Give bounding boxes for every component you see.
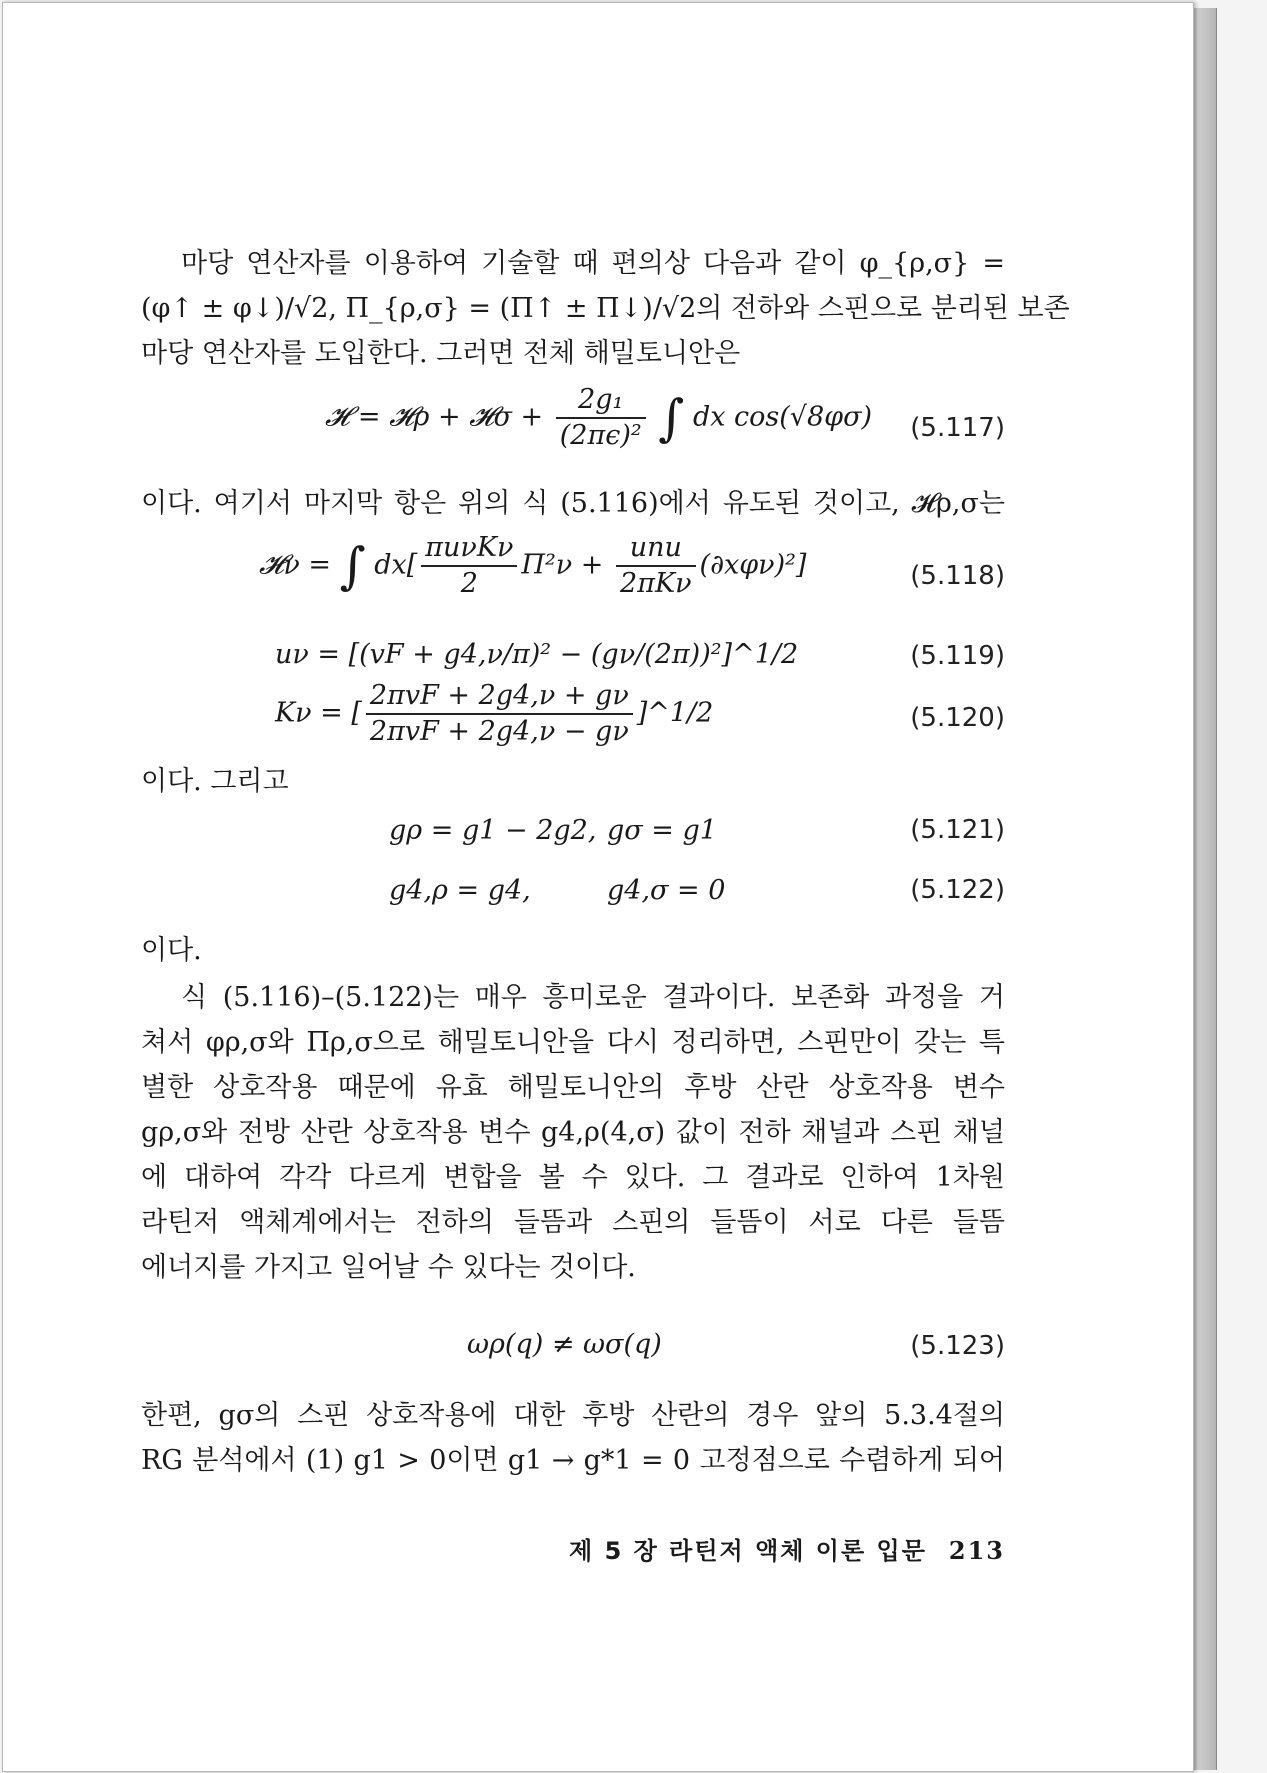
equation-lhs: 𝓗 = 𝓗ρ + 𝓗σ + <box>325 401 544 433</box>
text-line: 에 대하여 각각 다르게 변합을 볼 수 있다. 그 결과로 인하여 1차원 <box>141 1162 1005 1193</box>
denominator: 2 <box>460 568 478 599</box>
equation-part: dx[ <box>374 549 418 581</box>
text-line: 쳐서 φρ,σ와 Πρ,σ으로 해밀토니안을 다시 정리하면, 스핀만이 갖는 특 <box>141 1027 1005 1058</box>
equation-number: (5.122) <box>910 875 1005 905</box>
numerator: unu <box>616 531 696 567</box>
text-line: 마당 연산자를 도입한다. 그러면 전체 해밀토니안은 <box>141 338 741 369</box>
page-number: 213 <box>948 1536 1005 1565</box>
text-line: 이다. 그리고 <box>141 766 289 797</box>
text-line: 별한 상호작용 때문에 유효 해밀토니안의 후방 산란 상호작용 변수 <box>141 1072 1005 1103</box>
equation-part: Π²ν + <box>521 549 604 581</box>
text-line: 이다. <box>141 935 202 966</box>
numerator: 2πvF + 2g4,ν + gν <box>366 679 633 715</box>
chapter-title: 제 5 장 라틴저 액체 이론 입문 <box>569 1537 927 1565</box>
numerator: 2g₁ <box>556 383 646 419</box>
equation-5-120 <box>275 679 713 749</box>
paragraph-5 <box>141 975 1005 1290</box>
text-line: gρ,σ와 전방 산란 상호작용 변수 g4,ρ(4,σ) 값이 전하 채널과 스핀 채널 <box>141 1117 1005 1148</box>
fraction <box>556 383 646 453</box>
text-line: RG 분석에서 (1) g1 > 0이면 g1 → g*1 = 0 고정점으로 수렴하게 되어 <box>141 1445 1005 1476</box>
equation-5-122-right: g4,σ = 0 <box>607 875 726 906</box>
equation-5-121-right: gσ = g1 <box>607 815 717 846</box>
paragraph-intro <box>141 241 1070 376</box>
text-line: 이다. 여기서 마지막 항은 위의 식 (5.116)에서 유도된 것이고, 𝓗ρ,σ는 <box>141 488 1005 519</box>
equation-5-122-left: g4,ρ = g4, <box>389 875 531 906</box>
text-line: 마당 연산자를 이용하여 기술할 때 편의상 다음과 같이 φ_{ρ,σ} = <box>181 248 1005 279</box>
text-line: (φ↑ ± φ↓)/√2, Π_{ρ,σ} = (Π↑ ± Π↓)/√2의 전하와 스핀으로 분리된 보존 <box>141 293 1070 324</box>
text-line: 에너지를 가지고 일어날 수 있다는 것이다. <box>141 1252 636 1283</box>
equation-part: ]^1/2 <box>636 697 714 729</box>
equation-number: (5.117) <box>910 413 1005 443</box>
paragraph-4 <box>141 928 1005 973</box>
paragraph-6 <box>141 1393 1005 1483</box>
equation-5-119: uν = [(vF + g4,ν/π)² − (gν/(2π))²]^1/2 <box>275 639 799 670</box>
equation-5-121-left: gρ = g1 − 2g2, <box>389 815 597 846</box>
equation-number: (5.120) <box>910 703 1005 733</box>
equation-part: (∂xφν)²] <box>699 549 807 581</box>
equation-5-117 <box>325 383 872 453</box>
fraction <box>616 531 696 601</box>
equation-number: (5.121) <box>910 815 1005 845</box>
denominator: 2πKν <box>620 568 692 599</box>
book-page <box>2 2 1194 1772</box>
integral-sign: ∫ <box>658 389 685 447</box>
denominator: 2πvF + 2g4,ν − gν <box>369 716 629 747</box>
equation-5-123: ωρ(q) ≠ ωσ(q) <box>467 1329 662 1360</box>
fraction <box>366 679 633 749</box>
page-footer <box>569 1531 1005 1566</box>
equation-number: (5.118) <box>910 561 1005 591</box>
equation-number: (5.119) <box>910 641 1005 671</box>
denominator: (2πϵ)² <box>559 420 642 451</box>
text-line: 라틴저 액체계에서는 전하의 들뜸과 스핀의 들뜸이 서로 다른 들뜸 <box>141 1207 1005 1238</box>
text-line: 식 (5.116)–(5.122)는 매우 흥미로운 결과이다. 보존화 과정을 거 <box>181 982 1005 1013</box>
numerator: πuνKν <box>421 531 517 567</box>
equation-lhs: Kν = [ <box>275 697 362 729</box>
fraction <box>421 531 517 601</box>
paragraph-3 <box>141 759 1005 804</box>
equation-rhs: dx cos(√8φσ) <box>692 401 873 433</box>
integral-sign: ∫ <box>339 537 366 595</box>
equation-5-118 <box>259 531 806 601</box>
paragraph-2 <box>141 481 1005 526</box>
equation-number: (5.123) <box>910 1331 1005 1361</box>
equation-lhs: 𝓗ν = <box>259 549 331 581</box>
text-line: 한편, gσ의 스핀 상호작용에 대한 후방 산란의 경우 앞의 5.3.4절의 <box>141 1400 1005 1431</box>
